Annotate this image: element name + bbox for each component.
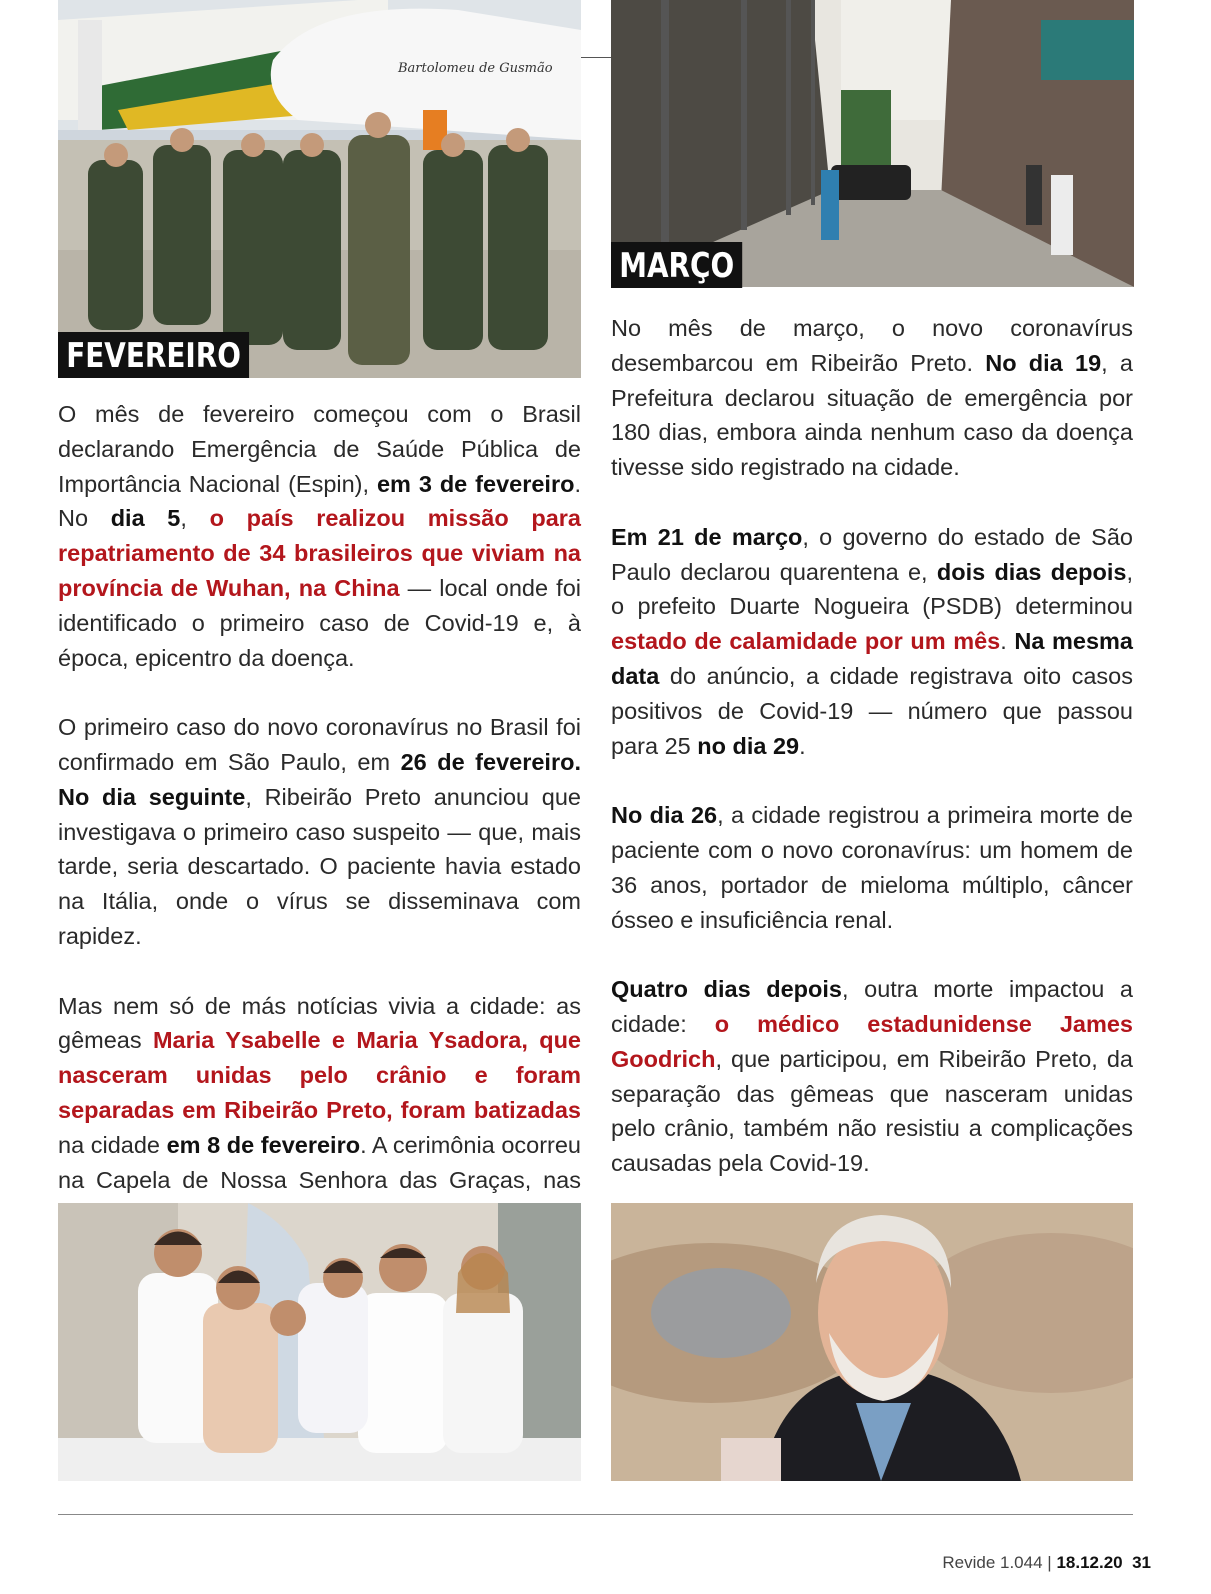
plane-name-text: Bartolomeu de Gusmão (398, 61, 553, 76)
divider-tick (581, 57, 611, 58)
paragraph-right-4: Quatro dias depois, outra morte impactou a cidade: o médico estadunidense James Goodrich, que participou, em Ribeirão Preto, da separação das gêmeas que nasceram unidas pelo crânio, também não resistiu a complicações causadas pela Covid-19. (611, 976, 1134, 1177)
footer-rule (58, 1514, 1133, 1515)
footer-separator: | (1047, 1553, 1052, 1572)
page-number: 31 (1132, 1553, 1151, 1572)
paragraph-right-1: No mês de março, o novo coronavírus desembarcou em Ribeirão Preto. No dia 19, a Prefeitura declarou situação de emergência por 180 dias, embora ainda nenhum caso da doença tivesse sido registrado na cidade. (611, 315, 1133, 481)
label-fevereiro: FEVEREIRO (58, 332, 249, 378)
issue-date: 18.12.20 (1056, 1553, 1123, 1572)
photo-fevereiro (58, 0, 581, 378)
photo-batismo (58, 1203, 581, 1481)
column-right (611, 311, 1133, 1216)
paragraph-left-1: O mês de fevereiro começou com o Brasil declarando Emergência de Saúde Pública de Importância Nacional (Espin), em 3 de fevereiro. No dia 5, o país realizou missão para repatriamento de 34 brasileiros que viviam na província de Wuhan, na China — local onde foi identificado o primeiro caso de Covid-19 e, à época, epicentro da doença. (58, 401, 581, 671)
magazine-issue: Revide 1.044 (942, 1553, 1043, 1572)
label-marco: MARÇO (611, 242, 742, 288)
photo-goodrich (611, 1203, 1133, 1481)
paragraph-left-2: O primeiro caso do novo coronavírus no Brasil foi confirmado em São Paulo, em 26 de fevereiro. No dia seguinte, Ribeirão Preto anunciou que investigava o primeiro caso suspeito — que, mais tarde, seria descartado. O paciente havia estado na Itália, onde o vírus se disseminava com rapidez. (58, 714, 582, 949)
paragraph-right-2: Em 21 de março, o governo do estado de São Paulo declarou quarentena e, dois dias depois, o prefeito Duarte Nogueira (PSDB) determinou estado de calamidade por um mês. Na mesma data do anúncio, a cidade registrava oito casos positivos de Covid-19 — número que passou para 25 no dia 29. (611, 523, 1134, 759)
footer (942, 1553, 1151, 1573)
column-left (58, 397, 581, 1267)
paragraph-right-3: No dia 26, a cidade registrou a primeira morte de paciente com o novo coronavírus: um homem de 36 anos, portador de mieloma múltiplo, câncer ósseo e insuficiência renal. (611, 802, 1133, 933)
paragraph-left-3: Mas nem só de más notícias vivia a cidade: as gêmeas Maria Ysabelle e Maria Ysadora, que nasceram unidas pelo crânio e foram separadas em Ribeirão Preto, foram batizadas na cidade em 8 de fevereiro. A cerimônia ocorreu na Capela de Nossa Senhora das Graças, nas (58, 992, 582, 1193)
